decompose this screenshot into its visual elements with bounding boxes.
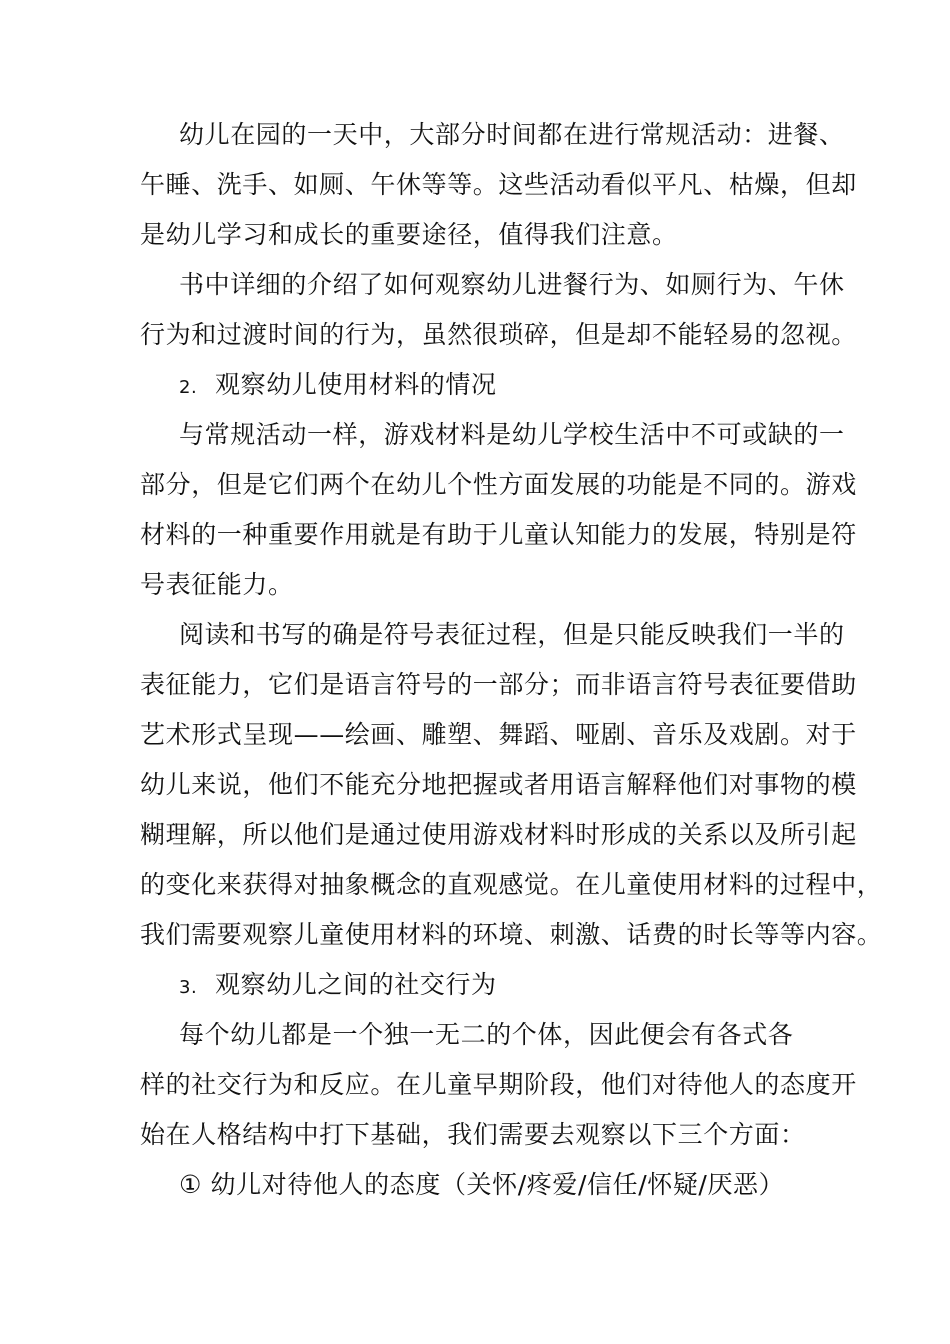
paragraph-line: 午睡、洗手、如厕、午休等等。这些活动看似平凡、枯燥，但却 (140, 170, 857, 199)
paragraph-line: 每个幼儿都是一个独一无二的个体，因此便会有各式各 (179, 1020, 794, 1049)
paragraph-line: 阅读和书写的确是符号表征过程，但是只能反映我们一半的 (179, 620, 845, 649)
section-number: 3. (179, 977, 198, 998)
paragraph-line: 表征能力，它们是语言符号的一部分；而非语言符号表征要借助 (140, 670, 857, 699)
section-heading (179, 968, 497, 1005)
paragraph-line: 书中详细的介绍了如何观察幼儿进餐行为、如厕行为、午休 (179, 270, 845, 299)
list-item: ① 幼儿对待他人的态度（关怀/疼爱/信任/怀疑/厌恶） (179, 1170, 785, 1199)
section-title: 观察幼儿之间的社交行为 (215, 970, 497, 999)
paragraph-line: 号表征能力。 (140, 570, 294, 599)
section-heading (179, 368, 497, 405)
paragraph-line: 样的社交行为和反应。在儿童早期阶段，他们对待他人的态度开 (140, 1070, 857, 1099)
paragraph-line: 是幼儿学习和成长的重要途径，值得我们注意。 (140, 220, 678, 249)
paragraph-line: 部分，但是它们两个在幼儿个性方面发展的功能是不同的。游戏 (140, 470, 857, 499)
section-title: 观察幼儿使用材料的情况 (215, 370, 497, 399)
paragraph-line: 材料的一种重要作用就是有助于儿童认知能力的发展，特别是符 (140, 520, 857, 549)
paragraph-line: 糊理解，所以他们是通过使用游戏材料时形成的关系以及所引起 (140, 820, 857, 849)
paragraph-line: 行为和过渡时间的行为，虽然很琐碎，但是却不能轻易的忽视。 (140, 320, 857, 349)
paragraph-line: 艺术形式呈现——绘画、雕塑、舞蹈、哑剧、音乐及戏剧。对于 (140, 720, 857, 749)
paragraph-line: 始在人格结构中打下基础，我们需要去观察以下三个方面： (140, 1120, 806, 1149)
section-number: 2. (179, 377, 198, 398)
paragraph-line: 的变化来获得对抽象概念的直观感觉。在儿童使用材料的过程中， (140, 870, 883, 899)
paragraph-line: 幼儿在园的一天中，大部分时间都在进行常规活动：进餐、 (179, 120, 845, 149)
paragraph-line: 我们需要观察儿童使用材料的环境、刺激、话费的时长等等内容。 (140, 920, 883, 949)
paragraph-line: 与常规活动一样，游戏材料是幼儿学校生活中不可或缺的一 (179, 420, 845, 449)
paragraph-line: 幼儿来说，他们不能充分地把握或者用语言解释他们对事物的模 (140, 770, 857, 799)
